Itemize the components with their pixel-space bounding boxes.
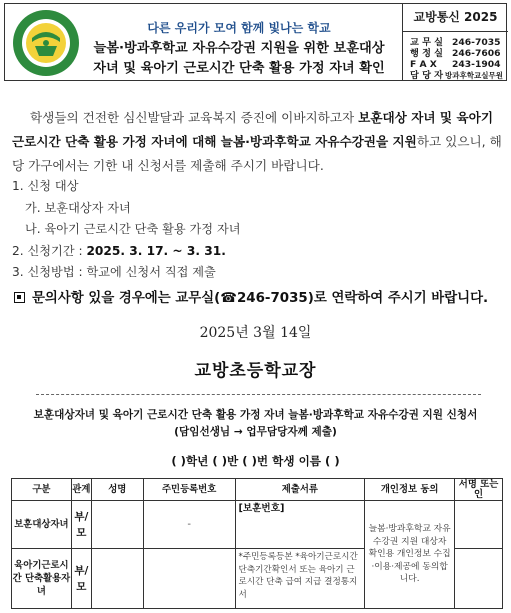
school-emblem-icon — [11, 8, 81, 78]
student-info-line[interactable]: ( )학년 ( )반 ( )번 학생 이름 ( ) — [171, 454, 340, 468]
id-number-field[interactable] — [143, 549, 235, 609]
cut-line — [36, 394, 481, 395]
period-value: 2025. 3. 17. ~ 3. 31. — [86, 243, 226, 258]
header-signature: 서명 또는 인 — [455, 479, 503, 501]
signature-field[interactable] — [455, 549, 503, 609]
intro-paragraph: 학생들의 건전한 심신발달과 교육복지 증진에 이바지하고자 보훈대상 자녀 및 육아기 근로시간 단축 활용 가정 자녀에 대해 늘봄·방과후학교 자유수강권을 지원하고 있으니, 해당 가구에서는 기한 내 신청서를 제출해 주시기 바랍니다. — [12, 110, 502, 173]
method-item: 3. 신청방법 : 학교에 신청서 직접 제출 — [12, 265, 216, 279]
header-documents: 제출서류 — [235, 479, 365, 501]
notice-title — [85, 39, 393, 79]
header-id-number: 주민등록번호 — [143, 479, 235, 501]
header-relation: 관계 — [71, 479, 91, 501]
contact-row: 교 무 실 246-7035 — [410, 37, 501, 48]
documents-list: *주민등록등본 *육아기근로시간단축기간확인서 또는 육아기 근로시간 단축 급여 지급 결정통지서 — [235, 549, 365, 609]
newsletter-name: 교방통신 2025 — [403, 4, 508, 32]
notice-title-line1: 늘봄·방과후학교 자유수강권 지원을 위한 보훈대상 — [93, 41, 385, 56]
intro-highlight: 보훈대상 자녀 및 육아기 근로시간 단축 활용 가정 자녀에 대해 늘봄·방과후학교 자유수강권을 지원 — [12, 110, 493, 149]
signature-field[interactable] — [455, 501, 503, 549]
target-item-b: 나. 육아기 근로시간 단축 활용 가정 자녀 — [25, 222, 241, 236]
contact-list — [403, 32, 508, 81]
row-category: 보훈대상자녀 — [12, 501, 72, 549]
principal-signature: 교방초등학교장 — [194, 361, 317, 381]
table-row — [12, 501, 503, 549]
id-number-field[interactable]: - — [143, 501, 235, 549]
form-title-line2: (담임선생님 → 업무담당자께 제출) — [174, 426, 337, 438]
notice-title-line2: 자녀 및 육아기 근로시간 단축 활용 가정 자녀 확인 — [93, 61, 385, 76]
inquiry-notice: 문의사항 있을 경우에는 교무실(☎246-7035)로 연락하여 주시기 바랍니다. — [14, 287, 504, 306]
header-category: 구분 — [12, 479, 72, 501]
header-consent: 개인정보 동의 — [365, 479, 455, 501]
row-category: 육아기근로시간 단축활용자녀 — [12, 549, 72, 609]
contact-row: F A X 243-1904 — [410, 59, 501, 70]
form-title-line1: 보훈대상자녀 및 육아기 근로시간 단축 활용 가정 자녀 늘봄·방과후학교 자유수강권 지원 신청서 — [33, 409, 478, 421]
row-relation[interactable]: 부/모 — [71, 501, 91, 549]
row-relation[interactable]: 부/모 — [71, 549, 91, 609]
form-title — [0, 407, 511, 441]
name-field[interactable] — [91, 501, 143, 549]
period-item: 2. 신청기간 : 2025. 3. 17. ~ 3. 31. — [12, 243, 226, 258]
application-form-table — [11, 478, 503, 609]
target-item-a: 가. 보훈대상자 자녀 — [25, 200, 131, 215]
table-header-row — [12, 479, 503, 501]
contact-box — [402, 4, 508, 81]
school-slogan: 다른 우리가 모여 함께 빛나는 학교 — [147, 21, 331, 35]
veteran-number-field[interactable]: [보훈번호] — [235, 501, 365, 549]
contact-row: 담 당 자 방과후학교실무원 — [410, 70, 503, 81]
target-heading: 1. 신청 대상 — [12, 179, 79, 193]
contact-row: 행 정 실 246-7606 — [410, 48, 501, 59]
application-info-list — [12, 176, 502, 284]
name-field[interactable] — [91, 549, 143, 609]
square-bullet-icon — [14, 292, 25, 303]
consent-text: 늘봄·방과후학교 자유수강권 지원 대상자 확인용 개인정보 수집·이용·제공에 동의합니다. — [365, 501, 455, 609]
newsletter-header — [4, 3, 507, 81]
header-name: 성명 — [91, 479, 143, 501]
issue-date: 2025년 3월 14일 — [199, 325, 312, 341]
